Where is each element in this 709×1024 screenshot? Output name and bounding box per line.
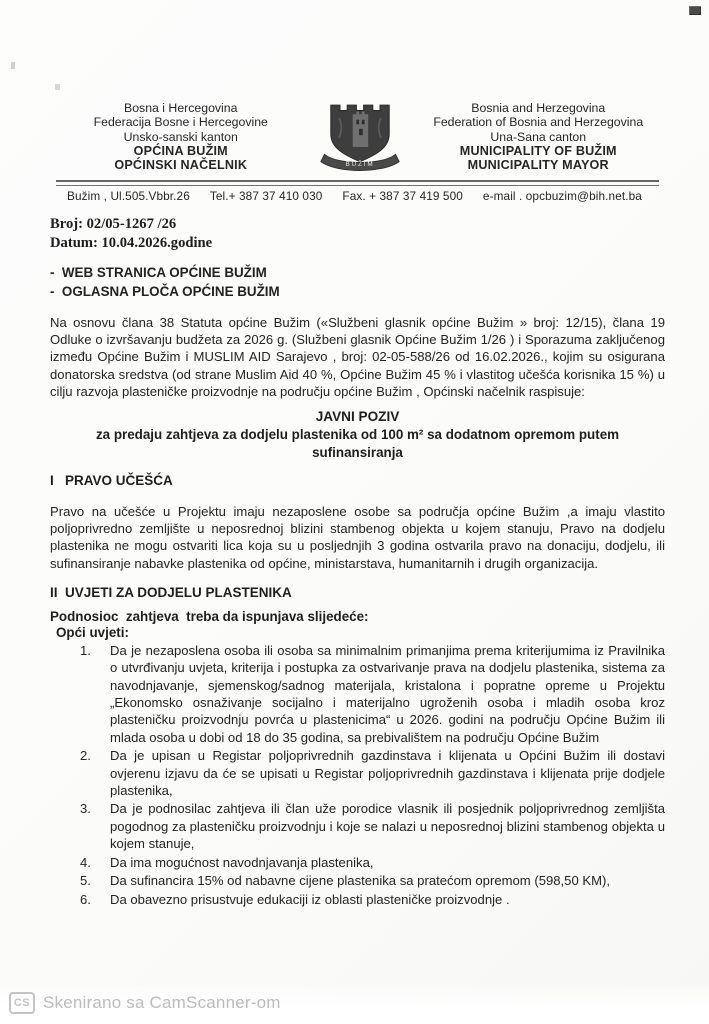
municipal-coat-of-arms-icon bbox=[316, 99, 404, 175]
contact-email: e-mail . opcbuzim@bih.net.ba bbox=[482, 189, 642, 203]
contact-address: Bužim , Ul.505.Vbbr.26 bbox=[67, 189, 190, 203]
camscanner-footer bbox=[0, 982, 709, 1024]
scan-artifact-speck bbox=[55, 84, 60, 90]
scan-artifact-speck bbox=[11, 62, 15, 69]
camscanner-label: Skenirano sa CamScanner-om bbox=[43, 993, 281, 1012]
letterhead-line: Bosna i Hercegovina bbox=[124, 101, 238, 115]
contact-line bbox=[0, 189, 709, 203]
letterhead-line: OPĆINA BUŽIM bbox=[133, 143, 228, 158]
letterhead-line: Federation of Bosnia and Herzegovina bbox=[433, 115, 644, 130]
call-title-subheading: za predaju zahtjeva za dodjelu plastenika od 100 m² sa dodatnom opremom putem sufinansiranja bbox=[95, 427, 620, 461]
letterhead bbox=[0, 0, 709, 175]
distribution-item: - WEB STRANICA OPĆINE BUŽIM bbox=[50, 265, 267, 280]
contact-fax: Fax. + 387 37 419 500 bbox=[342, 189, 463, 203]
reference-date: Datum: 10.04.2026.godine bbox=[50, 234, 213, 251]
condition-item: Da sufinancira 15% od nabavne cijene plastenika sa pratećom opremom (598,50 KM), bbox=[110, 873, 611, 889]
condition-item: Da je upisan u Registar poljoprivrednih gazdinstava i klijenata u Općini Bužim ili dostavi ovjerenu izjavu da će se upisati u Registar poljoprivrednih gazdinstava i klijenata prije dodjele plastenika, bbox=[110, 748, 665, 799]
reference-block bbox=[50, 215, 665, 252]
section2-heading: II UVJETI ZA DODJELU PLASTENIKA bbox=[50, 584, 292, 600]
letterhead-line: Unsko-sanski kanton bbox=[123, 129, 238, 144]
section2-intro: Podnosioc zahtjeva treba da ispunjava slijedeće: bbox=[50, 608, 369, 624]
camscanner-icon: CS bbox=[9, 992, 35, 1014]
legal-preamble: Na osnovu člana 38 Statuta općine Bužim («Službeni glasnik općine Bužim » broj: 12/15), člana 19 Odluke o izvršavanju budžeta za 2026 g. (Službeni glasnik Općine Bužim 1/26 ) i Sporazuma zaključenog između Općine Bužim i MUSLIM AID Sarajevo , broj: 02-05-588/26 od 16.02.2026., kojim su osigurana donatorska sredstva (od strane Muslim Aid 40 %, Općine Bužim 45 % i vlastitog učešća korisnika 15 %) u cilju razvoja plasteničke proizvodnje na području općine Bužim , Općinski načelnik raspisuje: bbox=[50, 315, 665, 399]
condition-item: Da obavezno prisustvuje edukaciji iz oblasti plasteničke proizvodnje . bbox=[110, 891, 510, 907]
distribution-item: - OGLASNA PLOČA OPĆINE BUŽIM bbox=[50, 284, 280, 299]
letterhead-line: MUNICIPALITY OF BUŽIM bbox=[459, 143, 617, 158]
letterhead-divider bbox=[56, 180, 659, 186]
section1-heading: I PRAVO UČEŠĆA bbox=[50, 473, 173, 489]
condition-item: Da ima mogućnost navodnjavanja plastenika, bbox=[110, 854, 374, 870]
letterhead-line: MUNICIPALITY MAYOR bbox=[467, 158, 609, 173]
letterhead-line: Federacija Bosne i Hercegovine bbox=[93, 115, 268, 130]
letterhead-line: OPĆINSKI NAČELNIK bbox=[114, 158, 248, 173]
letterhead-english bbox=[410, 101, 668, 172]
letterhead-line: Bosnia and Herzegovina bbox=[471, 101, 606, 115]
condition-item: Da je nezaposlena osoba ili osoba sa minimalnim primanjima prema kriterijumima iz Pravilnika o utvrđivanju uvjeta, kriterija i postupka za ostvarivanje prava na dodjelu plastenika, sistema za navodnjavanje, sjemenskog/sadnog materijala, kristalona i popratne opreme u Projektu „Ekonomsko osnaživanje socijalno i materijalno ugroženih osoba i mladih osoba kroz plasteničku proizvodnju povrća u plastenicima“ u 2026. godini na području Općine Bužim ili mlada osoba u dobi od 18 do 35 godina, sa prebivalištem na području Općine Bužim bbox=[110, 642, 665, 745]
contact-phone: Tel.+ 387 37 410 030 bbox=[209, 189, 323, 203]
call-title bbox=[50, 408, 665, 462]
condition-item: Da je podnosilac zahtjeva ili član uže porodice vlasnik ili posjednik poljoprivrednog zemljišta pogodnog za plasteničku proizvodnju i koje se nalazi u neposrednoj blizini stambenog objekta u kojem stanuje, bbox=[110, 801, 665, 852]
reference-number: Broj: 02/05-1267 /26 bbox=[50, 216, 177, 232]
letterhead-bosnian bbox=[52, 101, 310, 172]
section2-subheading: Opći uvjeti: bbox=[56, 624, 129, 640]
letterhead-line: Una-Sana canton bbox=[490, 129, 587, 144]
distribution-list bbox=[50, 263, 665, 301]
call-title-heading: JAVNI POZIV bbox=[315, 409, 400, 425]
general-conditions-list bbox=[50, 642, 665, 908]
crest-banner-text: BUŽIM bbox=[345, 161, 374, 169]
scan-artifact-corner bbox=[689, 6, 701, 15]
section1-paragraph: Pravo na učešće u Projektu imaju nezaposlene osobe sa područja općine Bužim ,a imaju vlastito poljoprivredno zemljište u neposrednoj blizini stambenog objekta u kojem stanuju, Pravo na dodjelu plastenika ne mogu ostvariti lica koja su u posljednjih 3 godina ostvarila pravo na donaciju, dodjelu, ili sufinansiranje nabavke plastenika od općine, ministarstava, humanitarnih i drugih organizacija. bbox=[50, 504, 665, 571]
document-body bbox=[0, 215, 709, 908]
